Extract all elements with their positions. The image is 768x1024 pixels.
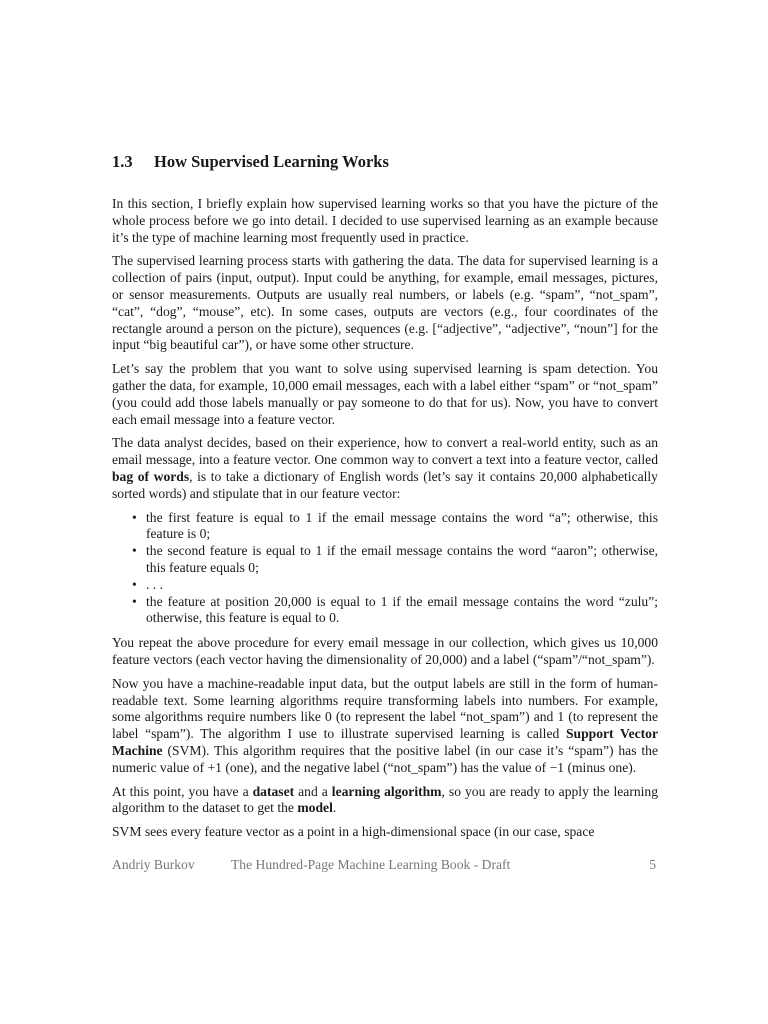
paragraph-bag-of-words: [112, 435, 658, 502]
text-run: , is to take a dictionary of English words (let’s say it contains 20,000 alphabetically sorted words) and stipulate that in our feature vector:: [112, 468, 658, 501]
footer-page-number: 5: [649, 857, 656, 872]
paragraph-intro: In this section, I briefly explain how supervised learning works so that you have the picture of the whole process before we go into detail. I decided to use supervised learning as an example because it’s the type of machine learning most frequently used in practice.: [112, 196, 658, 245]
footer-book-title: The Hundred-Page Machine Learning Book - Draft: [231, 857, 511, 872]
text-run: At this point, you have a: [112, 783, 253, 799]
list-item: • the second feature is equal to 1 if the email message contains the word “aaron”; otherwise, this feature equals 0;: [146, 543, 658, 577]
list-item: • the first feature is equal to 1 if the email message contains the word “a”; otherwise, this feature is 0;: [146, 510, 658, 544]
page-body: [112, 150, 658, 848]
footer-author: Andriy Burkov: [112, 857, 195, 872]
text-run: .: [332, 800, 337, 816]
text-run: Now you have a machine-readable input data, but the output labels are still in the form of human-readable text. Some learning algorithms require transforming labels into numbers. For example, some algorithms require numbers like 0 (to represent the label “not_spam”) and 1 (to represent the label “spam”). The algorithm I use to illustrate supervised learning is called: [112, 675, 658, 742]
paragraph-spam-detection: Let’s say the problem that you want to solve using supervised learning is spam detection. You gather the data, for example, 10,000 email messages, each with a label either “spam” or “not_spam” (you could add those labels manually or pay someone to do that for us). Now, you have to convert each email message into a feature vector.: [112, 361, 658, 427]
section-number: 1.3: [112, 152, 133, 171]
text-run: The data analyst decides, based on their experience, how to convert a real-world entity, such as an email message, into a feature vector. One common way to convert a text into a feature vector, called: [112, 435, 658, 468]
paragraph-svm-space: SVM sees every feature vector as a point in a high-dimensional space (in our case, space: [112, 824, 595, 840]
feature-list: [112, 510, 658, 628]
list-item: • the feature at position 20,000 is equal to 1 if the email message contains the word “zulu”; otherwise, this feature is equal to 0.: [146, 594, 658, 628]
term-svm: Support Vector Machine: [112, 726, 659, 758]
list-item: • . . .: [146, 577, 658, 594]
term-model: model: [297, 800, 333, 816]
section-title: How Supervised Learning Works: [154, 152, 389, 171]
text-run: and a: [294, 783, 332, 799]
term-bag-of-words: bag of words: [112, 468, 190, 484]
section-heading: [112, 150, 658, 174]
term-learning-algorithm: learning algorithm: [331, 783, 442, 799]
paragraph-repeat: You repeat the above procedure for every email message in our collection, which gives us 10,000 feature vectors (each vector having the dimensionality of 20,000) and a label (“spam”/“not_spam”).: [112, 635, 658, 667]
term-dataset: dataset: [252, 783, 295, 799]
paragraph-process: The supervised learning process starts with gathering the data. The data for supervised learning is a collection of pairs (input, output). Input could be anything, for example, email messages, pictures, or sensor measurements. Outputs are usually real numbers, or labels (e.g. “spam”, “not_spam”, “cat”, “dog”, “mouse”, etc). In some cases, outputs are vectors (e.g., four coordinates of the rectangle around a person on the picture), sequences (e.g. [“adjective”, “adjective”, “noun”] for the input “big beautiful car”), or have some other structure.: [112, 253, 658, 353]
text-run: (SVM). This algorithm requires that the positive label (in our case it’s “spam”) has the numeric value of +1 (one), and the negative label (“not_spam”) has the value of −1 (minus one).: [112, 742, 658, 775]
paragraph-dataset: [112, 784, 658, 818]
text-run: , so you are ready to apply the learning algorithm to the dataset to get the: [112, 783, 659, 816]
paragraph-labels: [112, 676, 658, 777]
